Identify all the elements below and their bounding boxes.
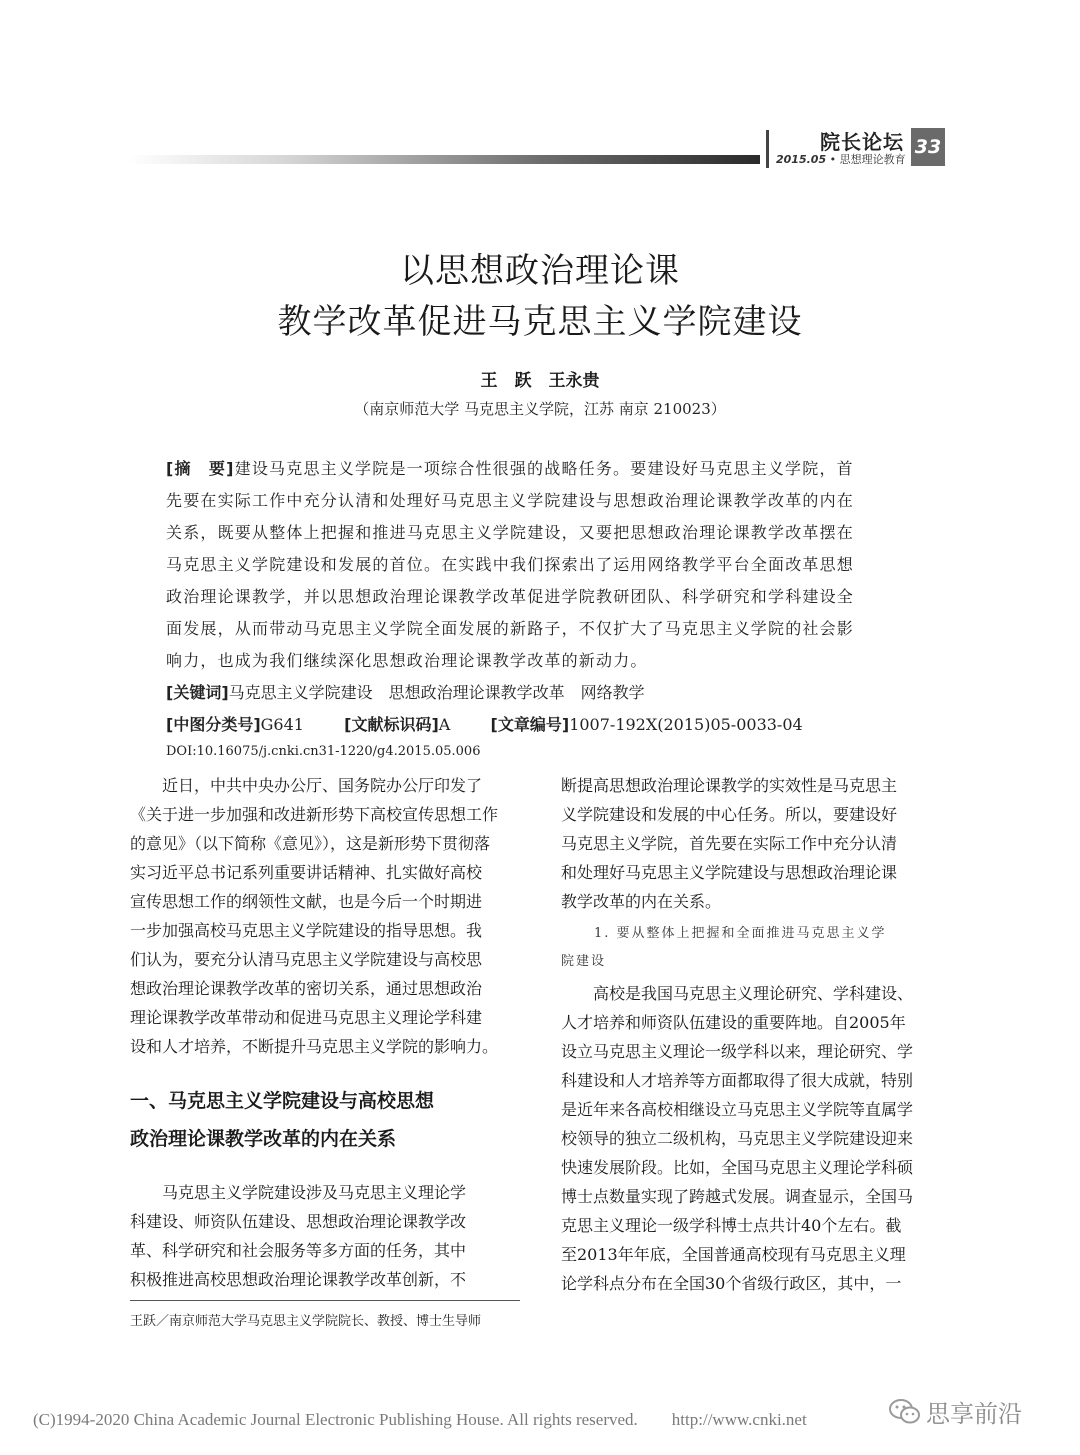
- header-divider: [766, 130, 769, 168]
- body-line: 积极推进高校思想政治理论课教学改革创新，不: [130, 1270, 467, 1289]
- body-line: 至2013年年底，全国普通高校现有马克思主义理: [561, 1245, 906, 1264]
- body-line: 校领导的独立二级机构，马克思主义学院建设迎来: [561, 1129, 914, 1148]
- abstract-label: [摘 要]: [166, 459, 235, 478]
- body-line: 一步加强高校马克思主义学院建设的指导思想。我: [130, 921, 483, 940]
- watermark: [888, 1394, 1022, 1432]
- body-line: 高校是我国马克思主义理论研究、学科建设、: [561, 984, 914, 1003]
- body-line: 是近年来各高校相继设立马克思主义学院等直属学: [561, 1100, 914, 1119]
- header-rule: [128, 155, 760, 164]
- body-line: 和处理好马克思主义学院建设与思想政治理论课: [561, 863, 898, 882]
- body-line: 们认为，要充分认清马克思主义学院建设与高校思: [130, 950, 483, 969]
- abstract-line: 马克思主义学院建设和发展的首位。在实践中我们探索出了运用网络教学平台全面改革思想: [166, 555, 855, 574]
- keywords-text: 马克思主义学院建设 思想政治理论课教学改革 网络教学: [228, 683, 645, 702]
- clc-label: [中图分类号]: [166, 715, 261, 734]
- subsection-heading: 1. 要从整体上把握和全面推进马克思主义学: [594, 926, 887, 941]
- body-line: 《关于进一步加强和改进新形势下高校宣传思想工作: [130, 805, 499, 824]
- authors: 王 跃 王永贵: [480, 371, 600, 391]
- issue-info: [776, 151, 906, 167]
- column-title: 院长论坛: [820, 130, 904, 154]
- body-line: 想政治理论课教学改革的密切关系，通过思想政治: [130, 979, 483, 998]
- body-line: 马克思主义学院建设涉及马克思主义理论学: [130, 1183, 467, 1202]
- body-line: 马克思主义学院，首先要在实际工作中充分认清: [561, 834, 898, 853]
- body-line: 快速发展阶段。比如，全国马克思主义理论学科硕: [561, 1158, 914, 1177]
- body-line: 实习近平总书记系列重要讲话精神、扎实做好高校: [130, 863, 483, 882]
- body-line: 教学改革的内在关系。: [561, 892, 722, 911]
- doc-code-label: [文献标识码]: [344, 715, 439, 734]
- body-line: 义学院建设和发展的中心任务。所以，要建设好: [561, 805, 898, 824]
- body-line: 博士点数量实现了跨越式发展。调查显示，全国马: [561, 1187, 914, 1206]
- keywords: [166, 680, 645, 703]
- wechat-icon: [888, 1398, 922, 1432]
- section-heading: 政治理论课教学改革的内在关系: [130, 1128, 397, 1150]
- article-no-value: 1007-192X(2015)05-0033-04: [569, 715, 803, 734]
- abstract-line: 面发展，从而带动马克思主义学院全面发展的新路子，不仅扩大了马克思主义学院的社会影: [166, 619, 855, 638]
- abstract-line: [166, 456, 854, 479]
- body-line: 人才培养和师资队伍建设的重要阵地。自2005年: [561, 1013, 906, 1032]
- body-line: 设立马克思主义理论一级学科以来，理论研究、学: [561, 1042, 914, 1061]
- abstract-line: 关系，既要从整体上把握和推进马克思主义学院建设，又要把思想政治理论课教学改革摆在: [166, 523, 855, 542]
- article-no-label: [文章编号]: [490, 715, 570, 734]
- abstract-line: 响力，也成为我们继续深化思想政治理论课教学改革的新动力。: [166, 651, 648, 670]
- section-heading: 一、马克思主义学院建设与高校思想: [130, 1090, 435, 1112]
- subsection-heading: 院建设: [561, 954, 607, 969]
- page-number: 33: [911, 128, 945, 166]
- body-line: 克思主义理论一级学科博士点共计40个左右。截: [561, 1216, 902, 1235]
- body-line: 近日，中共中央办公厅、国务院办公厅印发了: [130, 776, 483, 795]
- footnote: 王跃／南京师范大学马克思主义学院院长、教授、博士生导师: [130, 1314, 482, 1329]
- body-line: 断提高思想政治理论课教学的实效性是马克思主: [561, 776, 898, 795]
- classification: [166, 712, 803, 735]
- body-line: 论学科点分布在全国30个省级行政区，其中，一: [561, 1274, 902, 1293]
- body-line: 科建设、师资队伍建设、思想政治理论课教学改: [130, 1212, 467, 1231]
- footnote-rule: [130, 1300, 520, 1301]
- clc-value: G641: [260, 715, 304, 734]
- watermark-text: 思享前沿: [926, 1400, 1022, 1428]
- abstract-line: 先要在实际工作中充分认清和处理好马克思主义学院建设与思想政治理论课教学改革的内在: [166, 491, 855, 510]
- body-line: 理论课教学改革带动和促进马克思主义理论学科建: [130, 1008, 483, 1027]
- doc-code-value: A: [438, 715, 451, 734]
- body-line: 革、科学研究和社会服务等多方面的任务，其中: [130, 1241, 467, 1260]
- issue-separator: •: [829, 153, 837, 166]
- paper-title-line-2: 教学改革促进马克思主义学院建设: [277, 302, 803, 342]
- body-line: 的意见》（以下简称《意见》），这是新形势下贯彻落: [130, 834, 491, 853]
- body-line: 科建设和人才培养等方面都取得了很大成就，特别: [561, 1071, 914, 1090]
- doi: DOI:10.16075/j.cnki.cn31-1220/g4.2015.05.006: [166, 744, 481, 759]
- issue-date: 2015.05: [776, 153, 827, 166]
- abstract-text: 建设马克思主义学院是一项综合性很强的战略任务。要建设好马克思主义学院，首: [234, 459, 854, 478]
- paper-title-line-1: 以思想政治理论课: [400, 251, 680, 291]
- copyright-notice: (C)1994-2020 China Academic Journal Electronic Publishing House. All rights reserved. http://www.cnki.net: [33, 1410, 807, 1429]
- body-line: 宣传思想工作的纲领性文献，也是今后一个时期进: [130, 892, 483, 911]
- keywords-label: [关键词]: [166, 683, 229, 702]
- journal-name: 思想理论教育: [839, 153, 906, 166]
- body-line: 设和人才培养，不断提升马克思主义学院的影响力。: [130, 1037, 499, 1056]
- abstract-line: 政治理论课教学，并以思想政治理论课教学改革促进学院教研团队、科学研究和学科建设全: [166, 587, 855, 606]
- affiliation: （南京师范大学 马克思主义学院，江苏 南京 210023）: [354, 400, 726, 418]
